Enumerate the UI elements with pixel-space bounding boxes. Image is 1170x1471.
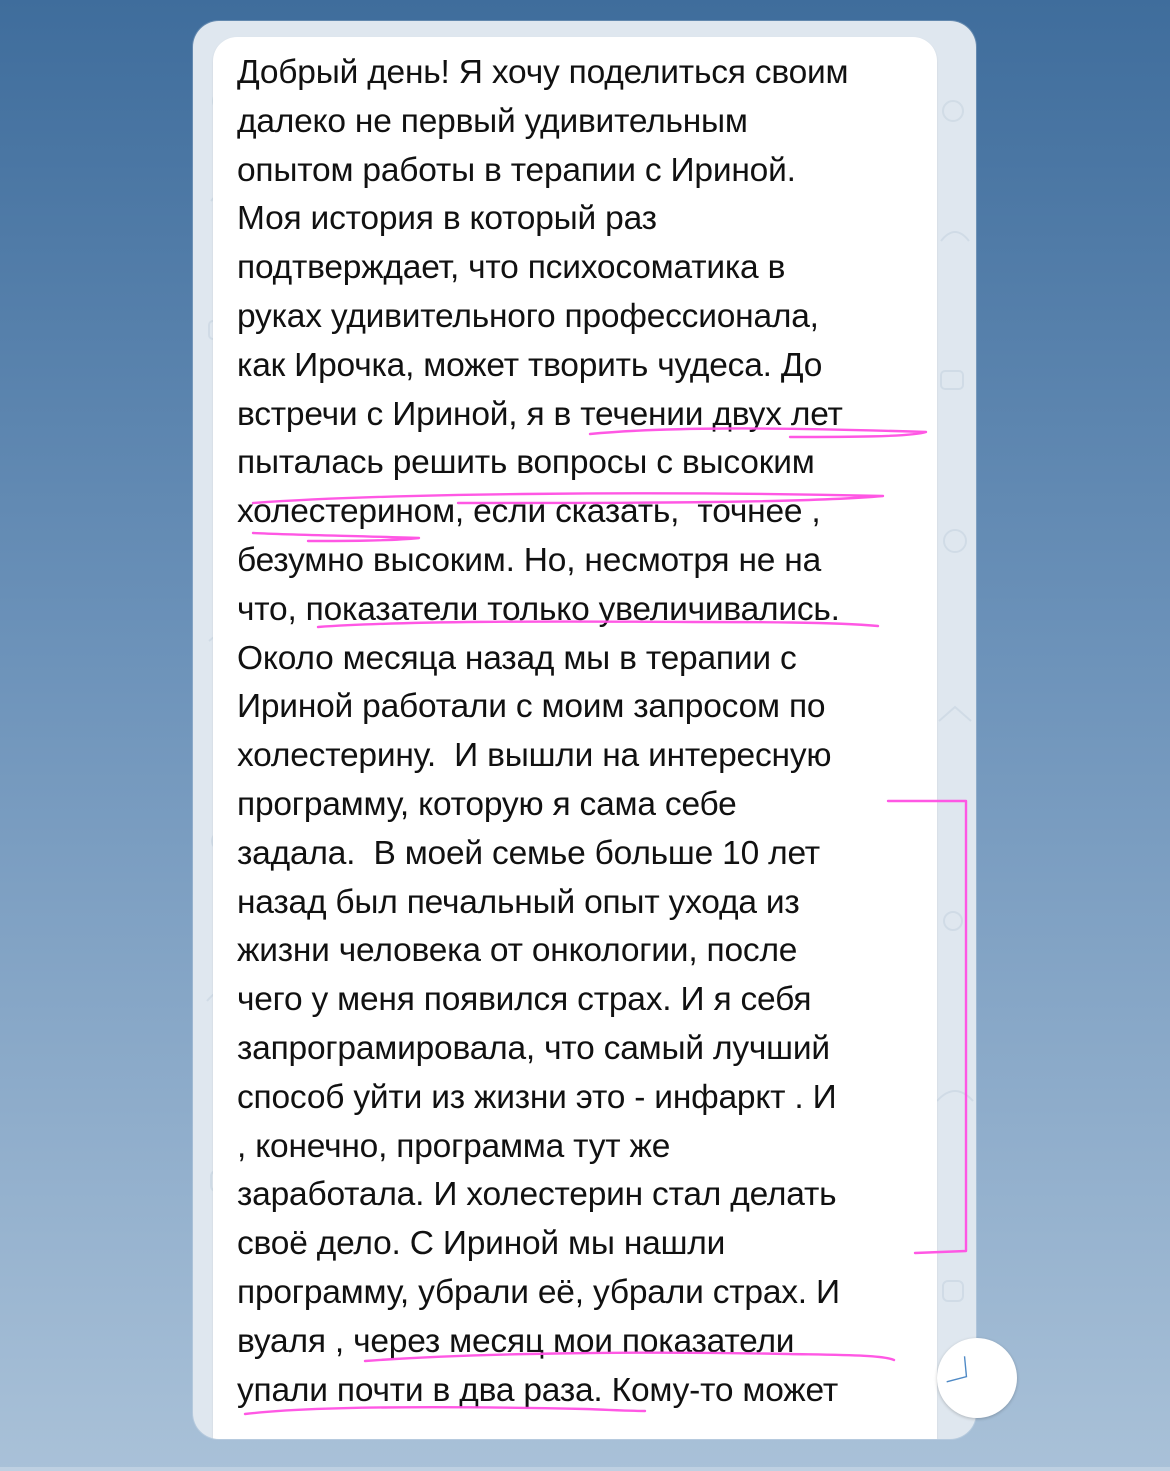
- chevron-down-icon: 〉: [942, 1353, 992, 1405]
- scroll-down-button[interactable]: [937, 1338, 1017, 1418]
- message-text: Добрый день! Я хочу поделиться своим далеко не первый удивительным опытом работы в терапии с Ириной. Моя история в который раз подтверждает, что психосоматика в руках удивительного профессионала, как Ирочка, может творить чудеса. До встречи с Ириной, я в течении двух лет пыталась решить вопросы с высоким холестерином, если сказать, точнее , безумно высоким. Но, несмотря не на что, показатели только увеличивались. Около месяца назад мы в терапии с Ириной работали с моим запросом по холестерину. И вышли на интересную программу, которую я сама себе задала. В моей семье больше 10 лет назад был печальный опыт ухода из жизни человека от онкологии, после чего у меня появился страх. И я себя запрограмировала, что самый лучший способ уйти из жизни это - инфаркт . И , конечно, программа тут же заработала. И холестерин стал делать своё дело. С Ириной мы нашли программу, убрали её, убрали страх. И вуаля , через месяц мои показатели упали почти в два раза. Кому-то может: [237, 54, 849, 1409]
- bottom-strip: [0, 1467, 1170, 1471]
- chat-panel: [193, 21, 976, 1439]
